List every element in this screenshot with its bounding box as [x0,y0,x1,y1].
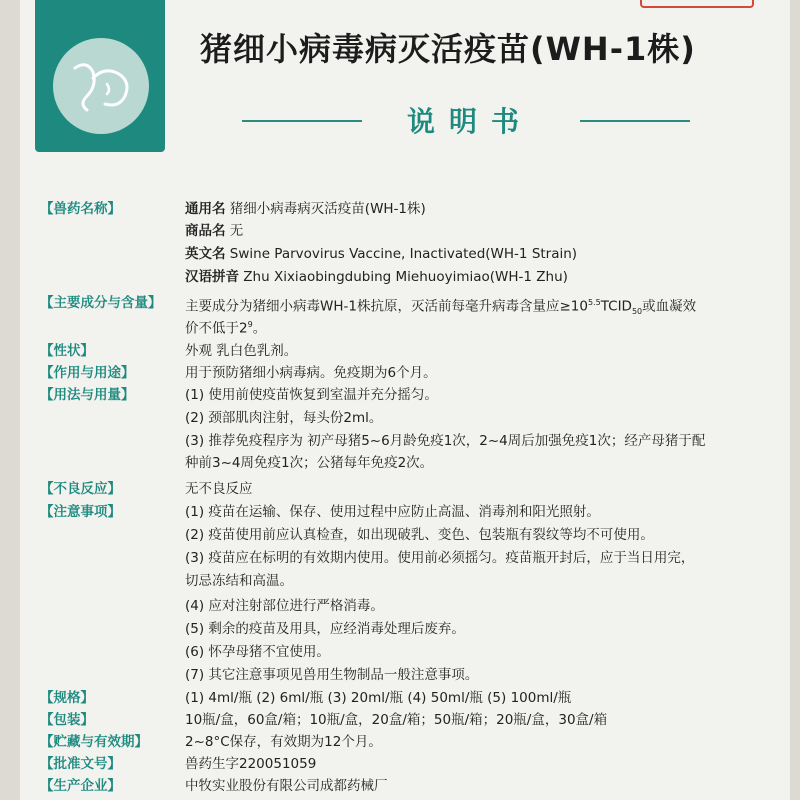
pinyin-value: Zhu Xixiaobingdubing Miehuoyimiao(WH-1 Zhu) [243,269,568,285]
function-value: 用于预防猪细小病毒病。免疫期为6个月。 [185,365,437,381]
usage-item: (3) 推荐免疫程序为 初产母猪5~6月龄免疫1次，2~4周后加强免疫1次；经产母猪于配 [185,433,706,449]
usage-item: 种前3~4周免疫1次；公猪每年免疫2次。 [185,455,434,471]
generic-name-value: 猪细小病毒病灭活疫苗(WH-1株) [229,201,426,217]
notes-item: (4) 应对注射部位进行严格消毒。 [185,598,384,614]
label-storage: 【贮藏与有效期】 [40,734,148,750]
ingredients-text-end: 。 [252,320,267,337]
label-spec: 【规格】 [40,690,94,706]
subtitle-right-rule [580,120,690,122]
pinyin-row [185,268,568,286]
usage-item: (2) 颈部肌肉注射，每头份2ml。 [185,410,383,426]
manufacturer-value: 中牧实业股份有限公司成都药械厂 [185,778,388,794]
label-ingredients: 【主要成分与含量】 [40,295,162,311]
storage-value: 2~8°C保存，有效期为12个月。 [185,734,382,750]
ingredients-text-line2: 价不低于2 [185,320,248,337]
ingredients-exponent: 5.5 [587,298,601,307]
property-value: 外观 乳白色乳剂。 [185,343,298,359]
ingredients-unit: TCID [600,298,632,315]
notes-item: 切忌冻结和高温。 [185,573,293,589]
pinyin-key: 汉语拼音 [185,269,239,285]
ingredients-unit-subscript: 50 [631,307,643,317]
notes-item: (5) 剩余的疫苗及用具，应经消毒处理后废弃。 [185,621,465,637]
generic-name-key: 通用名 [185,201,226,217]
trade-name-value: 无 [229,223,244,239]
pig-logo-icon [53,38,149,134]
label-notes: 【注意事项】 [40,504,121,520]
subtitle-left-rule [242,120,362,122]
approval-value: 兽药生字220051059 [185,756,317,772]
ingredients-hemagglutination-exponent: 9 [247,320,253,329]
trade-name-row [185,222,243,240]
notes-item: (3) 疫苗应在标明的有效期内使用。使用前必须摇匀。疫苗瓶开封后，应于当日用完， [185,550,695,566]
notes-item: (7) 其它注意事项见兽用生物制品一般注意事项。 [185,667,479,683]
generic-name-row [185,200,426,218]
notes-item: (6) 怀孕母猪不宜使用。 [185,644,330,660]
notes-item: (2) 疫苗使用前应认真检查，如出现破乳、变色、包装瓶有裂纹等均不可使用。 [185,527,654,543]
trade-name-key: 商品名 [185,223,226,239]
label-usage: 【用法与用量】 [40,387,135,403]
label-function: 【作用与用途】 [40,365,135,381]
english-name-key: 英文名 [185,246,226,262]
spec-value: (1) 4ml/瓶 (2) 6ml/瓶 (3) 20ml/瓶 (4) 50ml/瓶 (5) 100ml/瓶 [185,690,572,706]
label-package: 【包装】 [40,712,94,728]
package-value: 10瓶/盒，60盒/箱；10瓶/盒，20盒/箱；50瓶/箱；20瓶/盒，30盒/箱 [185,712,608,728]
label-manufacturer: 【生产企业】 [40,778,121,794]
notes-item: (1) 疫苗在运输、保存、使用过程中应防止高温、消毒剂和阳光照射。 [185,504,600,520]
ingredients-line-2 [185,316,266,338]
label-approval: 【批准文号】 [40,756,121,772]
label-vet-name: 【兽药名称】 [40,201,121,217]
logo-block [35,0,165,152]
ingredients-text-a: 主要成分为猪细小病毒WH-1株抗原，灭活前每毫升病毒含量应≥10 [185,298,588,315]
usage-item: (1) 使用前使疫苗恢复到室温并充分摇匀。 [185,387,438,403]
document-subtitle: 说明书 [406,105,533,138]
document-title: 猪细小病毒病灭活疫苗(WH-1株) [200,30,696,68]
adverse-value: 无不良反应 [185,481,253,497]
label-property: 【性状】 [40,343,94,359]
english-name-value: Swine Parvovirus Vaccine, Inactivated(WH-1 Strain) [229,246,578,262]
english-name-row [185,245,577,263]
ingredients-text-c: 或血凝效 [642,298,697,315]
label-adverse: 【不良反应】 [40,481,121,497]
red-corner-mark [640,0,754,8]
